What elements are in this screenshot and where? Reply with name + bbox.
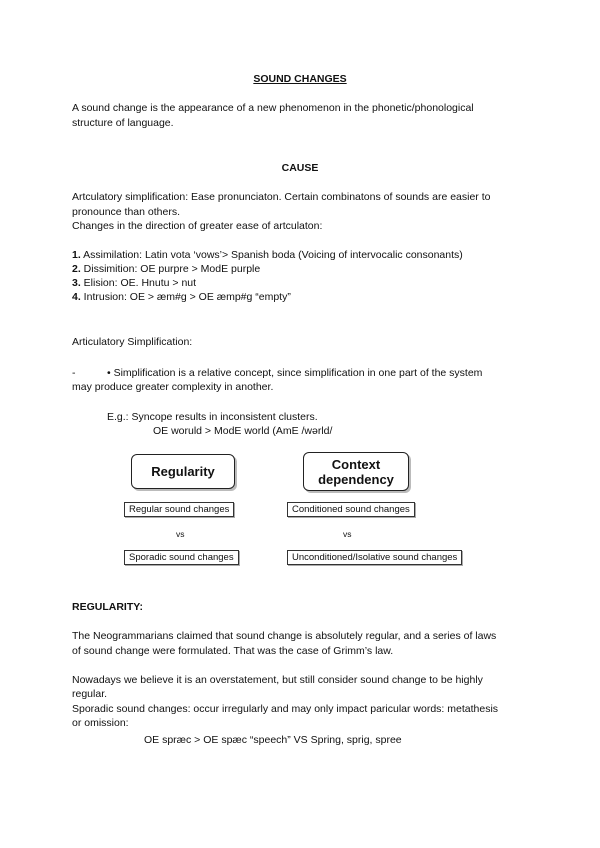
list-number: 2. (72, 263, 81, 275)
cause-list (72, 248, 532, 304)
list-number: 3. (72, 277, 81, 289)
regularity-p3-line-2: or omission: (72, 717, 129, 729)
cause-line-3: Changes in the direction of greater ease of artculaton: (72, 220, 323, 232)
regularity-example: OE spræc > OE spæc “speech” VS Spring, sprig, spree (144, 734, 402, 746)
vs-label-left: vs (176, 529, 185, 539)
regularity-p2-line-1: Nowadays we believe it is an overstatement, but still consider sound change to be highly (72, 674, 483, 686)
bullet-dash: - (72, 367, 76, 379)
sporadic-sound-changes-box: Sporadic sound changes (124, 550, 239, 565)
bullet-line-1: • Simplification is a relative concept, since simplification in one part of the system (107, 367, 483, 379)
vs-label-right: vs (343, 529, 352, 539)
context-box-line-2: dependency (318, 471, 394, 487)
list-item (72, 276, 532, 290)
list-number: 4. (72, 291, 81, 303)
page-title: SOUND CHANGES (253, 73, 347, 85)
list-number: 1. (72, 249, 81, 261)
cause-line-1: Artculatory simplification: Ease pronunciaton. Certain combinatons of sounds are easier to (72, 191, 491, 203)
diagram (0, 450, 600, 575)
example-line-2: OE woruld > ModE world (AmE /wərld/ (153, 425, 333, 437)
articulatory-label: Articulatory Simplification: (72, 336, 193, 348)
bullet-line-2: may produce greater complexity in another. (72, 381, 274, 393)
example-line-1: E.g.: Syncope results in inconsistent clusters. (107, 411, 318, 423)
regularity-p3-line-1: Sporadic sound changes: occur irregularly and may only impact paricular words: metathesis (72, 703, 499, 715)
cause-heading: CAUSE (281, 162, 319, 174)
context-dependency-box (303, 452, 409, 491)
list-text: Intrusion: OE > æm#g > OE æmp#g “empty” (80, 291, 291, 303)
regular-sound-changes-box: Regular sound changes (124, 502, 234, 517)
intro-line-1: A sound change is the appearance of a new phenomenon in the phonetic/phonological (72, 102, 474, 114)
conditioned-sound-changes-box: Conditioned sound changes (287, 502, 415, 517)
context-box-line-1: Context (331, 456, 381, 472)
list-text: Elision: OE. Hnutu > nut (80, 277, 197, 289)
list-item (72, 290, 532, 304)
regularity-heading: REGULARITY: (72, 601, 143, 613)
unconditioned-sound-changes-box: Unconditioned/Isolative sound changes (287, 550, 462, 565)
regularity-p1-line-1: The Neogrammarians claimed that sound change is absolutely regular, and a series of laws (72, 630, 497, 642)
regularity-p2-line-2: regular. (72, 688, 108, 700)
cause-line-2: pronounce than others. (72, 206, 180, 218)
intro-line-2: structure of language. (72, 117, 174, 129)
regularity-p1-line-2: of sound change were formulated. That was the case of Grimm’s law. (72, 645, 394, 657)
list-item (72, 248, 532, 262)
list-text: Dissimition: OE purpre > ModE purple (80, 263, 261, 275)
list-text: Assimilation: Latin vota ‘vows’> Spanish boda (Voicing of intervocalic consonants) (80, 249, 463, 261)
list-item (72, 262, 532, 276)
regularity-box-label: Regularity (151, 464, 215, 479)
regularity-box (131, 454, 235, 489)
